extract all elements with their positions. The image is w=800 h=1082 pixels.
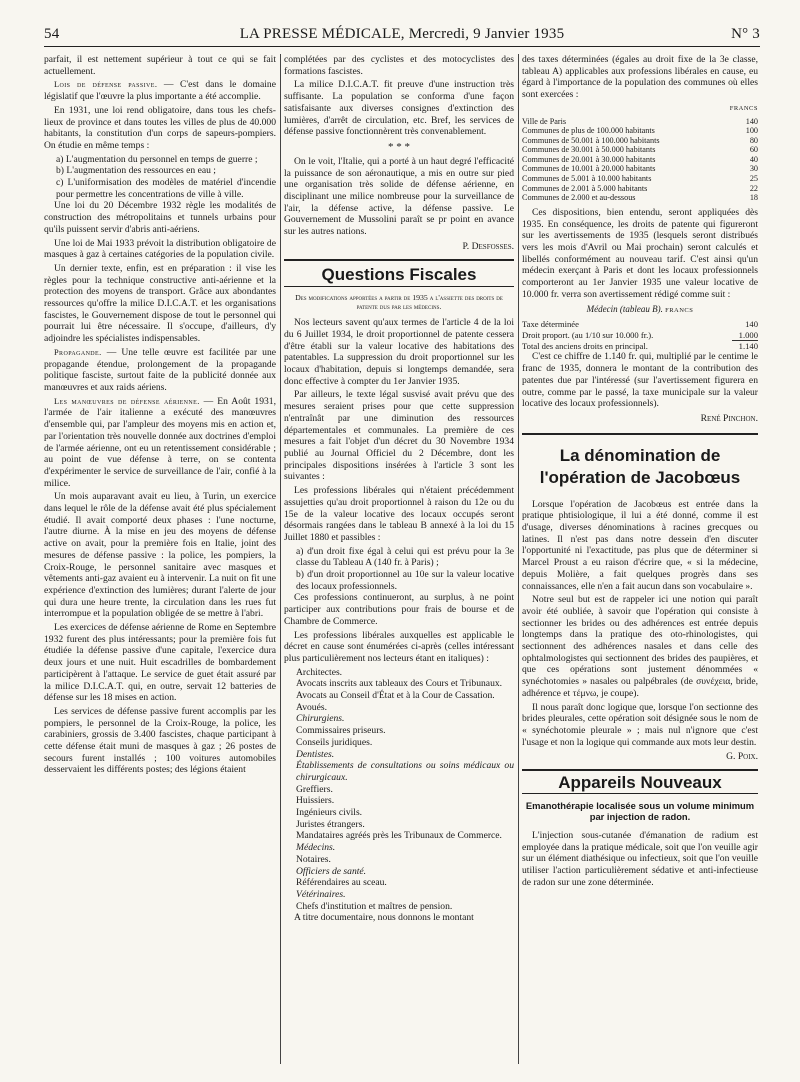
paragraph: En 1931, une loi rend obligatoire, dans tous les chefs-lieux de province et dans toutes les villes de plus de 40.000 habitants, la constitution d'un corps de sapeurs-pompiers. On étudie en même temps : bbox=[44, 104, 276, 151]
paragraph: parfait, il est nettement supérieur à tout ce qui se fait actuellement. bbox=[44, 54, 276, 77]
article-subheading: Emanothérapie localisée sous un volume minimum par injection de radon. bbox=[525, 799, 755, 822]
paragraph bbox=[44, 347, 276, 394]
rate-row bbox=[522, 117, 758, 127]
column-divider bbox=[518, 54, 519, 1064]
rate-label: Communes de plus de 100.000 habitants bbox=[522, 126, 655, 136]
paragraph bbox=[44, 396, 276, 490]
rate-row bbox=[522, 136, 758, 146]
rate-row bbox=[522, 145, 758, 155]
list-item: c) L'uniformisation des modèles de matériel d'incendie pour permettre les concentrations de ville à ville. bbox=[56, 177, 276, 200]
paragraph: Les exercices de défense aérienne de Rome en Septembre 1932 furent des plus intéressants; pour la première fois fut étudiée la défense passive d'une capitale, l'exercice dura deux jours et une nuit. Huit escadrilles de bombardement participèrent à l'attaque. Le service de guet était assuré par la milice D.I.C.A.T. qui, en outre, servait 12 batteries de défense sur les 18 mises en action. bbox=[44, 622, 276, 704]
example-value: 1.000 bbox=[738, 329, 758, 340]
section-title: Appareils Nouveaux bbox=[522, 769, 758, 794]
example-label: Droit proport. (au 1/10 sur 10.000 fr.). bbox=[522, 329, 654, 340]
rate-label: Communes de 10.001 à 20.000 habitants bbox=[522, 164, 656, 174]
example-row bbox=[522, 330, 758, 340]
profession-item: Avocats inscrits aux tableaux des Cours et Tribunaux. bbox=[296, 678, 503, 690]
example-value: 1.140 bbox=[738, 341, 758, 351]
paragraph: Un mois auparavant avait eu lieu, à Turin, un exercice dans lequel le rôle de la défense avait été plus spécialement étudié. Il avait comporté deux phases : l'une nocturne, l'autre diurne. À la mise en jeu des moyens de défense active on avait, pour la première fois en Italie, joint des mesures de défense passive : la police, les pompiers, la Croix-Rouge, le personnel sanitaire avec masques et vêtements anti-gaz avaient eu à intervenir. La nuit on fit une expérience d'extinction des lumières; durant l'alerte de jour qui dura une heure trente, la circulation dans les rues fut interrompue et la population obligée de se mettre à l'abri. bbox=[44, 491, 276, 620]
profession-item: Médecins. bbox=[296, 842, 336, 854]
professions-list bbox=[284, 667, 514, 913]
paragraph: A titre documentaire, nous donnons le montant bbox=[294, 912, 474, 924]
section-label: Propagande. bbox=[54, 347, 102, 357]
article-title: La dénomination de l'opération de Jacobœus bbox=[539, 445, 741, 487]
rate-row bbox=[522, 164, 758, 174]
rate-value: 25 bbox=[749, 174, 758, 184]
rate-value: 18 bbox=[749, 193, 758, 203]
profession-item: Mandataires agréés près les Tribunaux de Commerce. bbox=[296, 830, 502, 842]
section-label: Lois de défense passive. bbox=[54, 80, 158, 90]
profession-item: Juristes étrangers. bbox=[296, 818, 365, 830]
section-rule bbox=[522, 433, 758, 435]
paragraph-text: — C'est dans le domaine législatif que l'œuvre la plus importante a été accomplie. bbox=[44, 79, 276, 103]
paragraph: Une loi de Mai 1933 prévoit la distribution obligatoire de masques à gaz à certaines catégories de la population civile. bbox=[44, 237, 276, 261]
paragraph: Les professions libérales auxquelles est applicable le décret en cause sont énumérées ci-après (celles intéressant plus particulièrement nos lecteurs étant en italiques) : bbox=[284, 629, 514, 664]
paragraph-text: — En Août 1931, l'armée de l'air italienne a exécuté des manœuvres d'ensemble qui, par l'ampleur des moyens mis en action et, par l'orientation très nouvelle donnée aux doctrines d'emploi de l'armée aérienne, ont eu un retentissement considérable ; au point de vue défense à terre, on se contenta d'expérimenter le service de surveillance de l'air, confié à la milice. bbox=[44, 395, 276, 489]
section-separator: * * * bbox=[388, 140, 410, 153]
paragraph: Par ailleurs, le texte légal susvisé avait prévu que des mesures seraient prises pour que cette suppression n'entraînât par une diminution des ressources départementales et communales. La première de ces mesures a fait l'objet d'un décret du 30 Novembre 1934 publié au Journal Officiel du 2 Décembre, dont les principales dispositions insérées à l'article 3 sont les suivantes : bbox=[284, 389, 514, 483]
rate-value: 40 bbox=[749, 154, 758, 164]
example-row bbox=[522, 341, 758, 351]
rate-label: Ville de Paris bbox=[522, 116, 567, 126]
rate-label: Communes de 20.001 à 30.000 habitants bbox=[522, 154, 656, 164]
rate-value: 30 bbox=[749, 164, 758, 174]
example-table bbox=[522, 319, 758, 351]
unit-label: FRANCS bbox=[729, 104, 758, 112]
rate-row bbox=[522, 155, 758, 165]
profession-item: Notaires. bbox=[296, 853, 331, 865]
rate-row bbox=[522, 184, 758, 194]
paragraph: Les services de défense passive furent accomplis par les pompiers, le personnel de la Croix-Rouge, la police, les carabiniers, grossis de 3.400 fascistes, chaque participant à cette défense était muni de masques à gaz ; 26 postes de secours furent installés ; 100 voitures automobiles desservaient les différents postes; des légions étaient bbox=[44, 705, 276, 776]
paragraph: On le voit, l'Italie, qui a porté à un haut degré l'efficacité la puissance de son aéronautique, a mis en outre sur pied une organisation très solide de défense aérienne, en disciplinant une milice nombreuse pour la surveillance de l'air, la défense active, la défense passive. Le Gouvernement de Mussolini paraît se pr point en avance sur les autres nations. bbox=[284, 155, 514, 238]
author-signature: P. Desfosses. bbox=[462, 240, 514, 252]
paragraph: L'injection sous-cutanée d'émanation de radium est employée dans la pratique médicale, soit que l'on veuille agir sur un élément diathésique ou infectieux, soit que l'on veuille utiliser l'action particulièrement sédative et anti-infectieuse de radon sur une zone déterminée. bbox=[522, 829, 758, 888]
profession-item: Chefs d'institution et maîtres de pension. bbox=[296, 900, 453, 912]
example-label: Total des anciens droits en principal. bbox=[522, 341, 648, 351]
paragraph-text: — Une telle œuvre est facilitée par une propagande étendue, prolongement de la propagande politique fasciste, surtout faite de la publicité donnée aux manœuvres et aux raids aériens. bbox=[44, 346, 276, 393]
author-signature: G. Poix. bbox=[726, 751, 758, 763]
page-header bbox=[44, 26, 760, 44]
paragraph: Ces dispositions, bien entendu, seront appliquées dès 1935. En conséquence, les droits de patente qui figureront sur les avertissements de 1935 (lesquels seront distribués vers les mois d'Avril ou Mai prochain) seront calculés et libellés conformément au nouveau tarif. C'est ainsi qu'un médecin exerçant à Paris et dont les locaux professionnels comporteront au 1er Janvier 1935 une valeur locative de 10.000 fr. verra son avertissement rédigé comme suit : bbox=[522, 206, 758, 300]
section-title: Questions Fiscales bbox=[284, 259, 514, 288]
paragraph: des taxes déterminées (égales au droit fixe de la 3e classe, tableau A) applicables aux professions libérales en cause, eu égard à l'importance de la population des communes où elles sont exercées : bbox=[522, 54, 758, 101]
profession-item: Conseils juridiques. bbox=[296, 736, 373, 748]
paragraph: Ces professions continueront, au surplus, à ne point participer aux contributions pour frais de bourse et de Chambre de Commerce. bbox=[284, 592, 514, 627]
paragraph: C'est ce chiffre de 1.140 fr. qui, multiplié par le centime le franc de 1935, donnera le montant de la contribution des patentes due par l'intéressé (sur l'avertissement figurera en outre, comme par le passé, la taxe municipale sur la valeur locative des locaux professionnels). bbox=[522, 351, 758, 410]
rate-value: 100 bbox=[745, 126, 758, 136]
profession-item: Établissements de consultations ou soins médicaux ou chirurgicaux. bbox=[296, 760, 514, 783]
issue-number: N° 3 bbox=[731, 26, 760, 42]
rate-row bbox=[522, 193, 758, 203]
rate-label: Communes de 50.001 à 100.000 habitants bbox=[522, 135, 660, 145]
unit-label: FRANCS bbox=[665, 307, 694, 315]
example-title-text: Médecin (tableau B). bbox=[586, 304, 663, 315]
rate-row bbox=[522, 126, 758, 136]
paragraph: Il nous paraît donc logique que, lorsque l'on sectionne des brides pleurales, cette opération soit désignée sous le nom de « synéchotomie pleurale » ; mais nul n'ignore que c'est l'usage et non la logique qui commande aux mots leur destin. bbox=[522, 701, 758, 748]
page-number: 54 bbox=[44, 26, 60, 42]
profession-item: Architectes. bbox=[296, 666, 343, 678]
rate-value: 22 bbox=[749, 183, 758, 193]
rate-value: 140 bbox=[745, 116, 758, 126]
profession-item: Greffiers. bbox=[296, 783, 333, 795]
list-item: a) L'augmentation du personnel en temps de guerre ; bbox=[56, 153, 258, 165]
example-title bbox=[522, 304, 758, 317]
profession-item: Chirurgiens. bbox=[296, 713, 345, 725]
profession-item: Référendaires au sceau. bbox=[296, 877, 387, 889]
paragraph: Nos lecteurs savent qu'aux termes de l'article 4 de la loi du 6 Juillet 1934, le droit proportionnel de patente cessera d'être établi sur la valeur locative des habitations des patentables. La suppression du droit proportionnel sur les locaux d'habitation, depuis si longtemps demandée, sera donc effective à compter du 1er Janvier 1935. bbox=[284, 317, 514, 387]
profession-item: Commissaires priseurs. bbox=[296, 725, 386, 737]
section-label: Les manœuvres de défense aérienne. bbox=[54, 396, 200, 406]
profession-item: Officiers de santé. bbox=[296, 865, 367, 877]
paragraph: Les professions libérales qui n'étaient précédemment assujetties qu'au droit proportionnel à raison du 12e ou du 15e de la valeur locative des locaux occupés seront désormais rangées dans le tableau B annexé à la loi du 15 Juillet 1880 et passibles : bbox=[284, 485, 514, 543]
paragraph: Une loi du 20 Décembre 1932 règle les modalités de construction des métropolitains et tunnels urbains pour qu'ils puissent servir d'abris anti-aériens. bbox=[44, 200, 276, 235]
rate-row bbox=[522, 174, 758, 184]
paragraph: Un dernier texte, enfin, est en préparation : il vise les règles pour la technique constructive anti-aérienne et la protection des moyens de transport. Grâce aux abondantes ressources qu'offre la milice D.I.C.A.T. et les organisations fascistes, le Gouvernement dispose de tout le personnel qui pourrait lui être nécessaire. Il s'occupe, d'ailleurs, d'y adjoindre les spécialistes indispensables. bbox=[44, 262, 276, 345]
rate-label: Communes de 5.001 à 10.000 habitants bbox=[522, 174, 652, 184]
author-signature: René Pinchon. bbox=[700, 412, 758, 424]
paragraph: Notre seul but est de rappeler ici une notion qui paraît avoir été oubliée, à savoir que l'opération qui consiste à sectionner les brides ou des adhérences est entrée depuis longtemps dans la pratique des oto-rhinologistes, qui sectionnent des adhérences nasales et dans celle des ophtalmologistes qui sectionnent des brides des paupières, et que ces opérations sont justement dénommées « synéchotomies » nasales ou palpébrales (de συνέχεια, bride, adhérence et τέμνω, je coupe). bbox=[522, 594, 758, 699]
rate-label: Communes de 2.001 à 5.000 habitants bbox=[522, 183, 648, 193]
list-item: a) d'un droit fixe égal à celui qui est prévu pour la 3e classe du Tableau A (140 fr. à Paris) ; bbox=[296, 545, 514, 569]
header-rule bbox=[44, 46, 760, 47]
rate-label: Communes de 30.001 à 50.000 habitants bbox=[522, 145, 656, 155]
paragraph: La milice D.I.C.A.T. fit preuve d'une instruction très suffisante. La population se conforma d'une façon satisfaisante aux diverses consignes d'extinction des lumières, d'arrêt de circulation, etc. Bref, les services de défense passive fonctionnèrent très convenablement. bbox=[284, 79, 514, 138]
list-item: b) L'augmentation des ressources en eau ; bbox=[56, 165, 216, 177]
list-item: b) d'un droit proportionnel au 10e sur la valeur locative des locaux professionnels. bbox=[296, 569, 514, 592]
column-right bbox=[522, 54, 758, 890]
rate-label: Communes de 2.000 et au-dessous bbox=[522, 193, 636, 203]
profession-item: Dentistes. bbox=[296, 748, 335, 760]
column-middle bbox=[284, 54, 514, 926]
profession-item: Huissiers. bbox=[296, 795, 335, 807]
article-subheading: Des modifications apportées a partir de 1935 a l'assiette des droits de patente dus par les médecins. bbox=[295, 293, 503, 312]
profession-item: Ingénieurs civils. bbox=[296, 807, 363, 819]
profession-item: Vétérinaires. bbox=[296, 889, 346, 900]
paragraph: complétées par des cyclistes et des motocyclistes des formations fascistes. bbox=[284, 54, 514, 77]
example-value: 140 bbox=[745, 319, 758, 330]
journal-title: LA PRESSE MÉDICALE, Mercredi, 9 Janvier 1935 bbox=[239, 26, 565, 42]
profession-item: Avocats au Conseil d'État et à la Cour de Cassation. bbox=[296, 690, 495, 702]
rates-table bbox=[522, 117, 758, 203]
column-divider bbox=[280, 54, 281, 1064]
paragraph: Lorsque l'opération de Jacobœus est entrée dans la pratique phtisiologique, il lui a été donné, comme il est d'usage, diverses dénominations à racines grecques ou latines. Il n'est pas dans notre dessein d'en discuter l'opportunité ni l'exactitude, pas plus que de déterminer si Marcel Proust a eu raison d'écrire que, « si la médecine, depuis Molière, a fait quelques progrès dans ses connaissances, elle n'en a fait aucun dans son vocabulaire ». bbox=[522, 498, 758, 592]
example-row bbox=[522, 319, 758, 329]
rate-value: 60 bbox=[749, 145, 758, 155]
profession-item: Avoués. bbox=[296, 701, 327, 713]
rate-value: 80 bbox=[749, 135, 758, 145]
example-label: Taxe déterminée bbox=[522, 319, 579, 330]
paragraph bbox=[44, 79, 276, 102]
column-left bbox=[44, 54, 276, 778]
